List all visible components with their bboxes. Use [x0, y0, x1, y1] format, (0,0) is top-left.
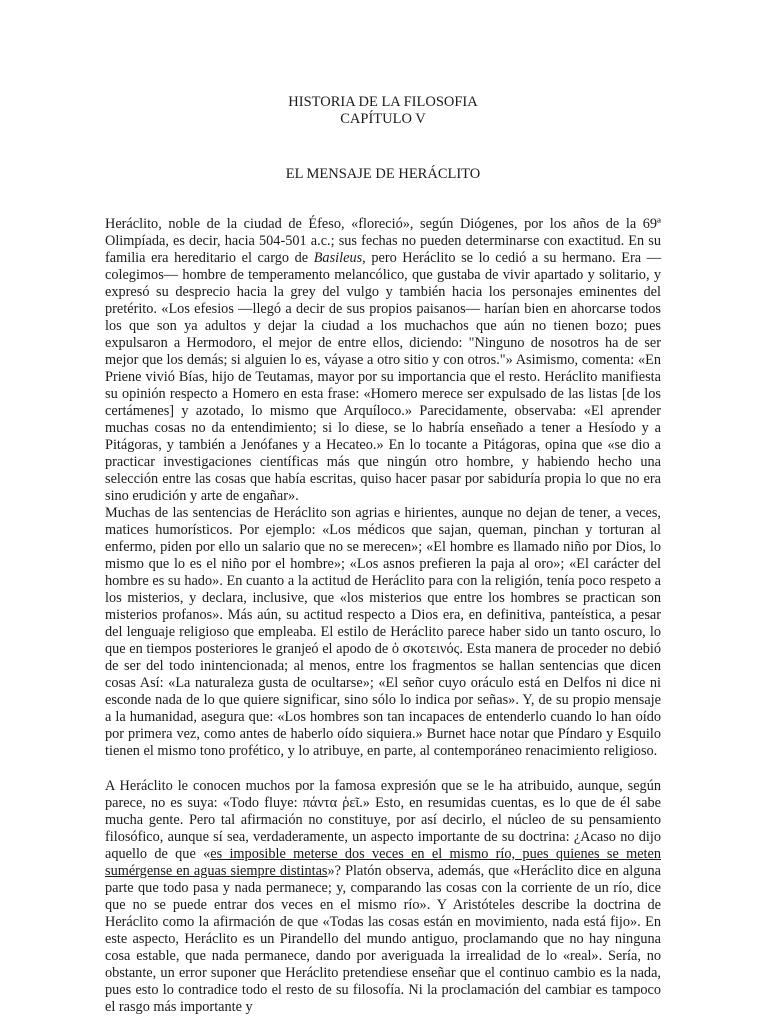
greek-panta-rhei: πάντα ῥεῖ — [302, 795, 360, 811]
paragraph-3-text-c: »? Platón observa, además, que «Heráclito dice en alguna parte que todo pasa y nada permanece; y, comparando las cosas con la corriente de un río, dice que no se puede entrar dos veces en el mismo río». Y Aristóteles describe la doctrina de Heráclito como la afirmación de que «Todas las cosas están en movimiento, nada está fijo». En este aspecto, Heráclito es un Pirandello del mundo antiguo, proclamando que no hay ninguna cosa estable, que nada permanece, dando por averiguada la irrealidad de lo «real». Sería, no obstante, un error suponer que Heráclito pretendiese enseñar que el continuo cambio es la nada, pues esto lo contradice todo el resto de su filosofía. Ni la proclamación del cambiar es tampoco el rasgo más importante y — [105, 863, 661, 1015]
underlined-quote: es imposible meterse dos veces en el mismo río, pues quienes se meten sumérgense en aguas siempre distintas — [105, 846, 662, 879]
paragraph-1-text-c: , pero Heráclito se lo cedió a su hermano. Era —colegimos— hombre de temperamento melancólico, que gustaba de vivir apartado y solitario, y expresó su desprecio hacia la grey del vulgo y también hacia los personajes eminentes del pretérito. «Los efesios —llegó a decir de sus propios paisanos— harían bien en ahorcarse todos los que son ya adultos y dejar la ciudad a los muchachos que aún no tienen bozo; pues expulsaron a Hermodoro, el mejor de entre ellos, diciendo: "Ninguno de nosotros ha de ser mejor que los demás; si alguien lo es, váyase a otro sitio y con otros."» Asimismo, comenta: «En Priene vivió Bías, hijo de Teutamas, mayor por su importancia que el resto. Heráclito manifiesta su opinión respecto a Homero en esta frase: «Homero merece ser expulsado de las listas [de los certámenes] y azotado, lo mismo que Arquíloco.» Parecidamente, observaba: «El aprender muchas cosas no da entendimiento; si lo diese, se lo habría enseñado a tener a Hesíodo y a Pitágoras, y también a Jenófanes y a Hecateo.» En lo tocante a Pitágoras, opina que «se dio a practicar investigaciones científicas más que ningún otro hombre, y habiendo hecho una selección entre las cosas que había escritas, quiso hacer pasar por sabiduría propia lo que no era sino erudición y arte de engañar». — [105, 250, 661, 504]
paragraph-3-text-b: .» Esto, en resumidas cuentas, es lo que de él sabe mucha gente. Pero tal afirmación no constituye, por así decirlo, el núcleo de su pensamiento filosófico, aunque sí sea, verdaderamente, un aspecto importante de su doctrina: ¿Acaso no dijo aquello de que « — [105, 795, 661, 862]
document-page — [105, 94, 661, 1016]
paragraph-2-text-b: . Esta manera de proceder no debió de ser del todo inintencionada; al menos, entre los fragmentos se hallan sentencias que dicen cosas Así: «La naturaleza gusta de ocultarse»; «El señor cuyo oráculo está en Delfos ni dice ni esconde nada de lo que quiere significar, sino sólo lo indica por señas». Y, de su propio mensaje a la humanidad, asegura que: «Los hombres son tan incapaces de entenderlo cuando lo han oído por primera vez, como antes de haberlo oído siquiera.» Burnet hace notar que Píndaro y Esquilo tienen el mismo tono profético, y lo atribuye, en parte, al contemporáneo renacimiento religioso. — [105, 641, 661, 759]
document-body — [105, 216, 661, 1016]
paragraph-3-text-a: A Heráclito le conocen muchos por la famosa expresión que se le ha atribuido, aunque, según parece, no es suya: «Todo fluye: — [105, 778, 661, 811]
italic-term-basileus: Basileus — [313, 250, 363, 266]
paragraph-2-text-a: Muchas de las sentencias de Heráclito son agrias e hirientes, aunque no dejan de tener, a veces, matices humorísticos. Por ejemplo: «Los médicos que sajan, queman, pinchan y torturan al enfermo, piden por ello un salario que no se merecen»; «El hombre es llamado niño por Dios, lo mismo que lo es el niño por el hombre»; «Los asnos prefieren la paja al oro»; «El carácter del hombre es su hado». En cuanto a la actitud de Heráclito para con la religión, tenía poco respeto a los misterios, y declara, inclusive, que «los misterios que entre los hombres se practican son misterios profanos». Más aún, su actitud respecto a Dios era, en definitiva, panteística, a pesar del lenguaje religioso que empleaba. El estilo de Heráclito parece haber sido un tanto oscuro, lo que en tiempos posteriores le granjeó el apodo de — [105, 505, 661, 657]
paragraph-1 — [105, 216, 661, 505]
chapter-title: CAPÍTULO V — [340, 111, 426, 127]
greek-epithet: ὁ σκοτεινός — [391, 641, 460, 657]
paragraph-3 — [105, 778, 661, 1016]
section-title: EL MENSAJE DE HERÁCLITO — [285, 166, 481, 182]
paragraph-2 — [105, 505, 661, 760]
paragraph-1-text-a: Heráclito, noble de la ciudad de Éfeso, «floreció», según Diógenes, por los años de la 69ª Olimpíada, es decir, hacia 504-501 a.c.; sus fechas no pueden determinarse con exactitud. En su familia era hereditario el cargo de — [105, 216, 661, 266]
book-title: HISTORIA DE LA FILOSOFIA — [288, 94, 478, 110]
